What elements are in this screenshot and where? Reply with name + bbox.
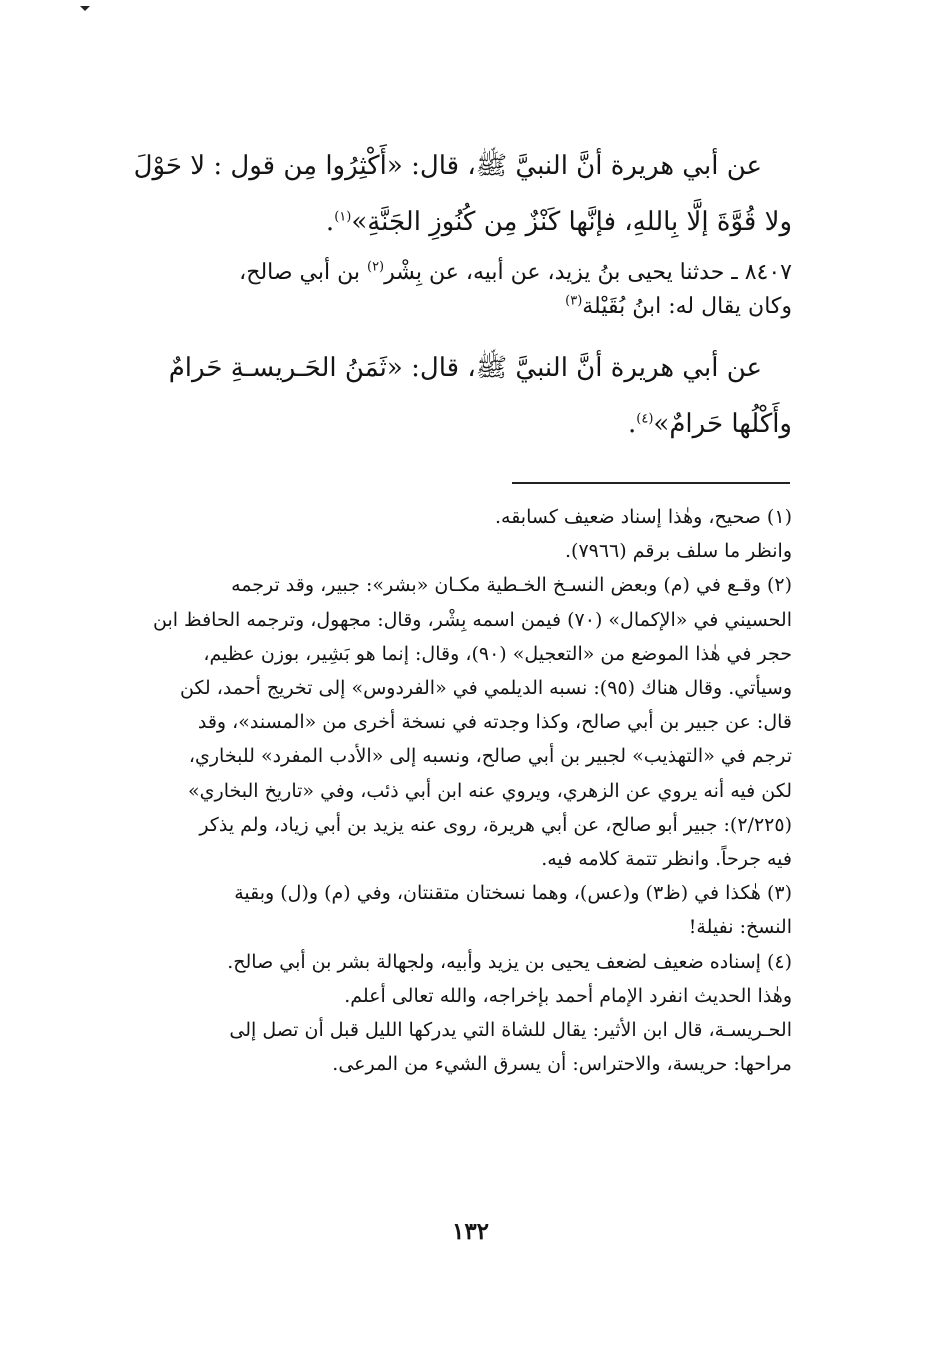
text-line: ولا قُوَّةَ إلَّا بِاللهِ، فإنَّها كَنْزٌ مِن كُنُوزِ الجَنَّةِ»$^{(١)}$. (325, 207, 792, 237)
text-line: وأَكْلُها حَرامٌ»$^{(٤)}$. (628, 409, 792, 439)
text-span: ٨٤٠٧ ـ حدثنا يحيى بنُ يزيد، عن أبيه، عن بِشْر (384, 260, 792, 285)
footnote-line: (١) صحيح، وهٰذا إسناد ضعيف كسابقه. (494, 506, 792, 528)
text-span: بن أبي صالح، (239, 260, 367, 285)
hadith-text (100, 138, 792, 452)
footnote-line: ترجم في «التهذيب» لجبير بن أبي صالح، ونسبه إلى «الأدب المفرد» للبخاري، (188, 745, 792, 768)
text-line: عن أبي هريرة أنَّ النبيَّ ﷺ، قال: «أَكْثِرُوا مِن قول : لا حَوْلَ (133, 151, 762, 181)
footnote-line: (٣) هٰكذا في (ظ٣) و(عس)، وهما نسختان متقنتان، وفي (م) و(ل) وبقية (234, 882, 792, 905)
text-span: وأَكْلُها حَرامٌ» (653, 409, 792, 439)
text-line (100, 290, 792, 324)
footnote-line: وانظر ما سلف برقم (٧٩٦٦). (564, 540, 792, 563)
hadith-8406-matn (100, 138, 792, 250)
footnote-ref-3: (٣) (565, 293, 583, 309)
text-span: ولا قُوَّةَ إلَّا بِاللهِ، فإنَّها كَنْزٌ مِن كُنُوزِ الجَنَّةِ» (351, 207, 792, 237)
footnote-line: وسيأتي. وقال هناك (٩٥): نسبه الديلمي في «الفردوس» إلى تخريج أحمد، لكن (179, 677, 792, 700)
footnote-line: (٢/٢٢٥): جبير أبو صالح، عن أبي هريرة، روى عنه يزيد بن أبي زياد، ولم يذكر (199, 813, 792, 836)
footnotes (100, 500, 792, 1081)
text-line: عن أبي هريرة أنَّ النبيَّ ﷺ، قال: «ثَمَنُ الحَـريسـةِ حَرامٌ (168, 353, 762, 383)
footnote-line: مراحها: حريسة، والاحتراس: أن يسرق الشيء من المرعى. (332, 1053, 792, 1076)
footnote-line: (٤) إسناده ضعيف لضعف يحيى بن يزيد وأبيه، ولجهالة بشر بن أبي صالح. (227, 950, 792, 973)
text-span: وكان يقال له: ابنُ بُقَيْلة (582, 294, 792, 319)
text-line (100, 256, 792, 290)
footnote-ref-4: (٤) (636, 411, 654, 427)
footnote-line: (٢) وقـع في (م) وبعض النسـخ الخـطية مكـان «بشر»: جبير، وقد ترجمه (231, 574, 792, 597)
footnote-ref-2: (٢) (366, 259, 385, 275)
page-corner-mark (80, 6, 90, 11)
footnote-separator (512, 482, 790, 484)
hadith-8407-matn (100, 340, 792, 452)
hadith-8407-isnad (100, 256, 792, 324)
footnote-line: الحـريسـة، قال ابن الأثير: يقال للشاة التي يدركها الليل قبل أن تصل إلى (229, 1019, 792, 1042)
footnote-line: وهٰذا الحديث انفرد الإمام أحمد بإخراجه، والله تعالى أعلم. (344, 984, 792, 1007)
footnote-line: فيه جرحاً. وانظر تتمة كلامه فيه. (541, 848, 792, 871)
footnote-line: الحسيني في «الإكمال» (٧٠) فيمن اسمه بِشْر، وقال: مجهول، وترجمه الحافظ ابن (152, 608, 792, 631)
footnote-ref-1: (١) (334, 209, 352, 225)
footnote-line: قال: عن جبير بن أبي صالح، وكذا وجدته في نسخة أخرى من «المسند»، وقد (197, 711, 792, 734)
page-number: ١٣٢ (451, 1218, 490, 1245)
footnote-line: حجر في هٰذا الموضع من «التعجيل» (٩٠)، وقال: إنما هو بَشِير، بوزن عظيم، (203, 642, 792, 665)
footnote-line: النسخ: نفيلة! (688, 916, 792, 939)
footnote-line: لكن فيه أنه يروي عن الزهري، ويروي عنه ابن أبي ذئب، وفي «تاريخ البخاري» (188, 779, 792, 802)
